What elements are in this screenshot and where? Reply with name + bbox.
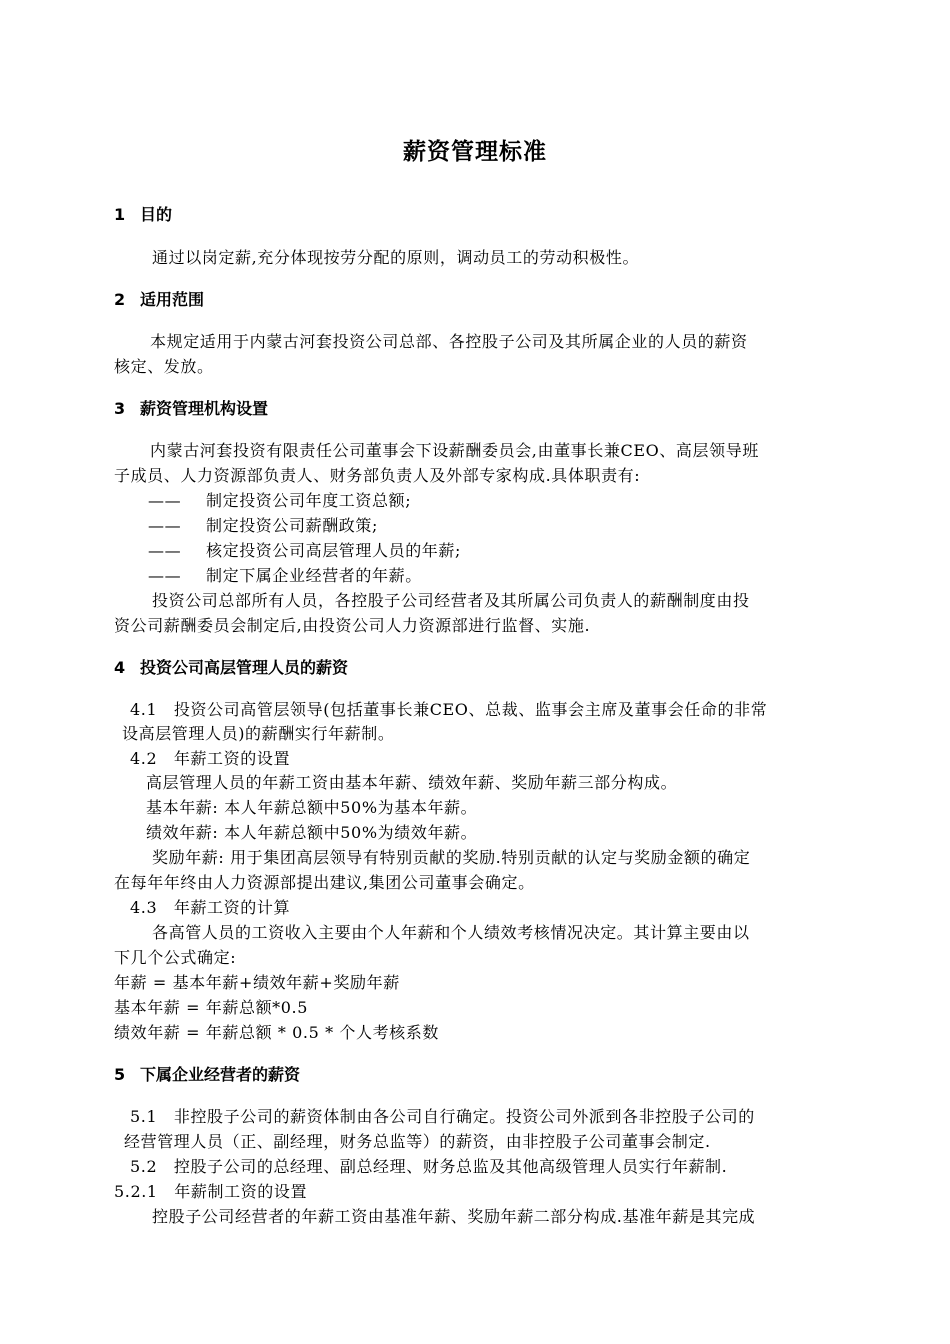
formula-line: 年薪 = 基本年薪+绩效年薪+奖励年薪 <box>114 973 400 992</box>
paragraph-line: 投资公司总部所有人员，各控股子公司经营者及其所属公司负责人的薪酬制度由投 <box>152 591 750 610</box>
section-title: 适用范围 <box>140 290 205 309</box>
paragraph-line: 奖励年薪: 用于集团高层领导有特别贡献的奖励.特别贡献的认定与奖励金额的确定 <box>152 848 751 867</box>
list-item <box>148 491 411 511</box>
paragraph-line: 内蒙古河套投资有限责任公司董事会下设薪酬委员会,由董事长兼CEO、高层领导班 <box>150 441 759 460</box>
paragraph-line: 通过以岗定薪,充分体现按劳分配的原则，调动员工的劳动积极性。 <box>152 248 640 267</box>
dash-bullet: —— <box>148 516 182 535</box>
paragraph-line: 子成员、人力资源部负责人、财务部负责人及外部专家构成.具体职责有: <box>114 466 641 485</box>
paragraph-line: 4.1 投资公司高管层领导(包括董事长兼CEO、总裁、监事会主席及董事会任命的非常 <box>130 700 768 719</box>
list-item-text: 制定投资公司薪酬政策; <box>206 516 378 535</box>
formula-line: 绩效年薪 = 年薪总额 * 0.5 * 个人考核系数 <box>114 1023 439 1042</box>
paragraph-line: 本规定适用于内蒙古河套投资公司总部、各控股子公司及其所属企业的人员的薪资 <box>150 332 748 351</box>
formula-line: 基本年薪 = 年薪总额*0.5 <box>114 998 309 1017</box>
subsection-heading: 4.3 年薪工资的计算 <box>130 898 291 917</box>
paragraph-line: 各高管人员的工资收入主要由个人年薪和个人绩效考核情况决定。其计算主要由以 <box>152 923 750 942</box>
section-heading-3 <box>114 396 268 419</box>
list-item <box>148 566 422 586</box>
list-item <box>148 541 461 561</box>
paragraph-line: 下几个公式确定: <box>114 948 237 967</box>
paragraph-line: 5.2 控股子公司的总经理、副总经理、财务总监及其他高级管理人员实行年薪制. <box>130 1157 728 1176</box>
list-item-text: 制定投资公司年度工资总额; <box>206 491 412 510</box>
paragraph-line: 5.1 非控股子公司的薪资体制由各公司自行确定。投资公司外派到各非控股子公司的 <box>130 1107 755 1126</box>
paragraph-line: 在每年年终由人力资源部提出建议,集团公司董事会确定。 <box>114 873 535 892</box>
paragraph-line: 资公司薪酬委员会制定后,由投资公司人力资源部进行监督、实施. <box>114 616 591 635</box>
paragraph-line: 经营管理人员（正、副经理，财务总监等）的薪资，由非控股子公司董事会制定. <box>124 1132 711 1151</box>
section-number: 5 <box>114 1065 126 1084</box>
subsection-heading: 4.2 年薪工资的设置 <box>130 749 291 768</box>
paragraph-line: 设高层管理人员)的薪酬实行年薪制。 <box>122 724 395 743</box>
list-item <box>148 516 378 536</box>
section-title: 薪资管理机构设置 <box>140 399 269 418</box>
subsection-heading: 5.2.1 年薪制工资的设置 <box>114 1182 308 1201</box>
section-heading-4 <box>114 655 348 678</box>
dash-bullet: —— <box>148 541 182 560</box>
section-number: 1 <box>114 205 126 224</box>
section-number: 4 <box>114 658 126 677</box>
section-number: 2 <box>114 290 126 309</box>
paragraph-line: 高层管理人员的年薪工资由基本年薪、绩效年薪、奖励年薪三部分构成。 <box>146 773 678 792</box>
dash-bullet: —— <box>148 566 182 585</box>
section-heading-2 <box>114 287 204 310</box>
dash-bullet: —— <box>148 491 182 510</box>
list-item-text: 核定投资公司高层管理人员的年薪; <box>206 541 461 560</box>
section-number: 3 <box>114 399 126 418</box>
paragraph-line: 基本年薪: 本人年薪总额中50%为基本年薪。 <box>146 798 478 817</box>
paragraph-line: 绩效年薪: 本人年薪总额中50%为绩效年薪。 <box>146 823 478 842</box>
section-title: 下属企业经营者的薪资 <box>140 1065 301 1084</box>
paragraph-line: 控股子公司经营者的年薪工资由基准年薪、奖励年薪二部分构成.基准年薪是其完成 <box>152 1207 756 1226</box>
section-title: 投资公司高层管理人员的薪资 <box>140 658 349 677</box>
list-item-text: 制定下属企业经营者的年薪。 <box>206 566 422 585</box>
document-title: 薪资管理标准 <box>403 139 547 165</box>
section-heading-5 <box>114 1062 300 1085</box>
section-heading-1 <box>114 202 172 225</box>
paragraph-line: 核定、发放。 <box>114 357 214 376</box>
section-title: 目的 <box>140 205 173 224</box>
